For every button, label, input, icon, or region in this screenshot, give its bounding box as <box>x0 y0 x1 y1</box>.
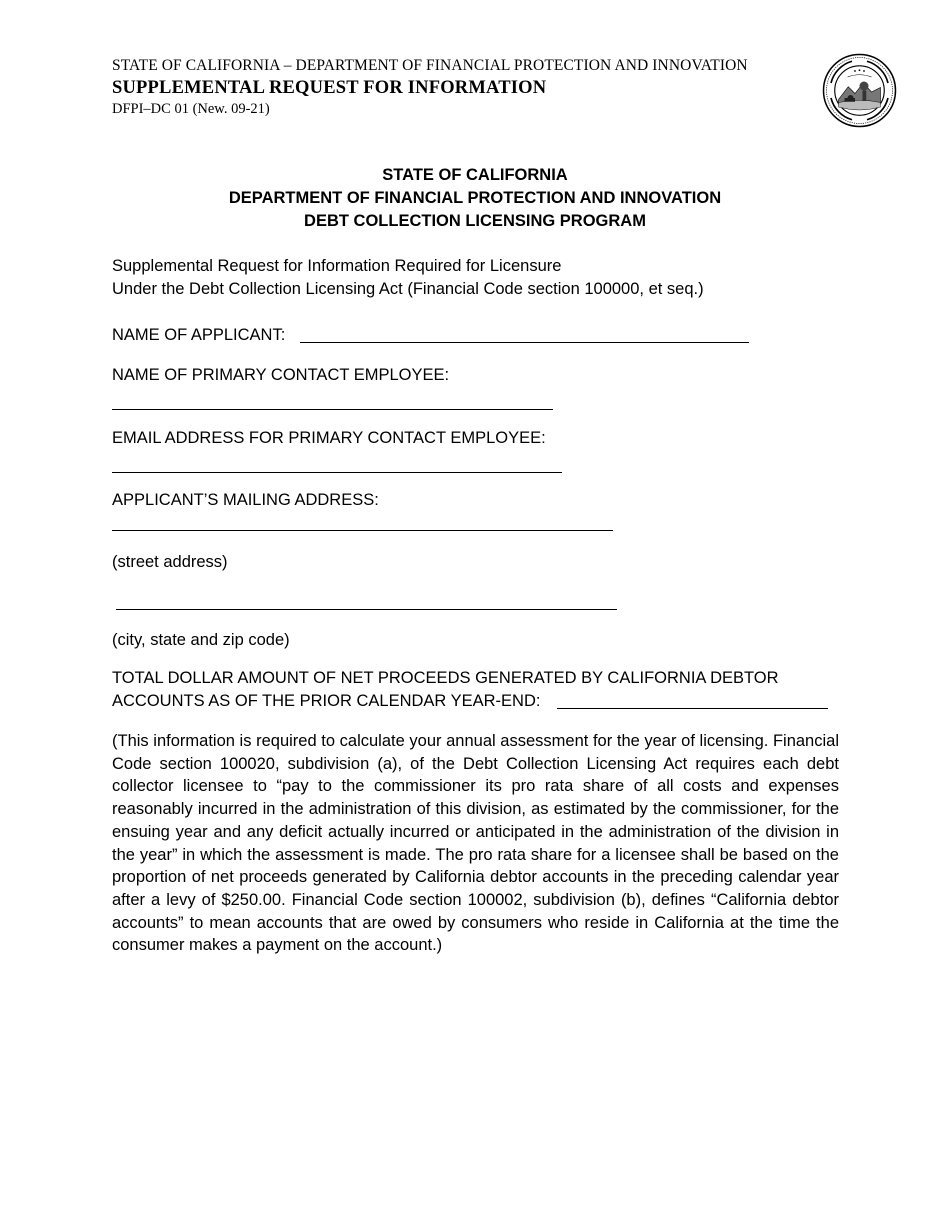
primary-email-label: EMAIL ADDRESS FOR PRIMARY CONTACT EMPLOYEE: <box>112 429 546 447</box>
agency-line: STATE OF CALIFORNIA – DEPARTMENT OF FINANCIAL PROTECTION AND INNOVATION <box>112 57 748 74</box>
program-heading <box>0 164 950 233</box>
city-state-zip-field[interactable] <box>116 609 617 610</box>
street-address-caption: (street address) <box>112 553 228 571</box>
net-proceeds-amount-field[interactable] <box>557 708 828 709</box>
california-state-seal-icon <box>822 53 897 128</box>
heading-state: STATE OF CALIFORNIA <box>382 166 568 184</box>
applicant-name-field[interactable] <box>300 342 749 343</box>
net-proceeds-label-line-2 <box>112 690 540 713</box>
mailing-address-label: APPLICANT’S MAILING ADDRESS: <box>112 491 379 509</box>
primary-email-field[interactable] <box>112 472 562 473</box>
net-proceeds-label-text: ACCOUNTS AS OF THE PRIOR CALENDAR YEAR-END: <box>112 692 541 710</box>
heading-program: DEBT COLLECTION LICENSING PROGRAM <box>304 212 646 230</box>
street-address-field[interactable] <box>112 530 613 531</box>
net-proceeds-label-line-1: TOTAL DOLLAR AMOUNT OF NET PROCEEDS GENERATED BY CALIFORNIA DEBTOR <box>112 669 779 687</box>
intro-line-1: Supplemental Request for Information Required for Licensure <box>112 257 562 275</box>
heading-department: DEPARTMENT OF FINANCIAL PROTECTION AND INNOVATION <box>228 189 722 207</box>
primary-contact-field[interactable] <box>112 409 553 410</box>
form-title: SUPPLEMENTAL REQUEST FOR INFORMATION <box>112 78 547 98</box>
assessment-note: (This information is required to calculate your annual assessment for the year of licensing. Financial Code section 100020, subdivision (a), of the Debt Collection Licensing Act requires each debt collector licensee to “pay to the commissioner its pro rata share of all costs and expenses reasonably incurred in the administration of this division, as estimated by the commissioner, for the ensuing year and any deficit actually incurred or anticipated in the administration of the division in the year” in which the assessment is made. The pro rata share for a licensee shall be based on the proportion of net proceeds generated by California debtor accounts in the preceding calendar year after a levy of $250.00. Financial Code section 100002, subdivision (b), defines “California debtor accounts” to mean accounts that are owed by consumers who reside in California at the time the consumer makes a payment on the account.) <box>112 732 839 955</box>
applicant-name-label: NAME OF APPLICANT: <box>112 326 286 344</box>
document-header <box>112 56 748 119</box>
form-number: DFPI–DC 01 (New. 09-21) <box>112 101 270 117</box>
city-state-zip-caption: (city, state and zip code) <box>112 631 290 649</box>
intro-line-2: Under the Debt Collection Licensing Act (Financial Code section 100000, et seq.) <box>112 280 704 298</box>
primary-contact-label: NAME OF PRIMARY CONTACT EMPLOYEE: <box>112 366 450 384</box>
